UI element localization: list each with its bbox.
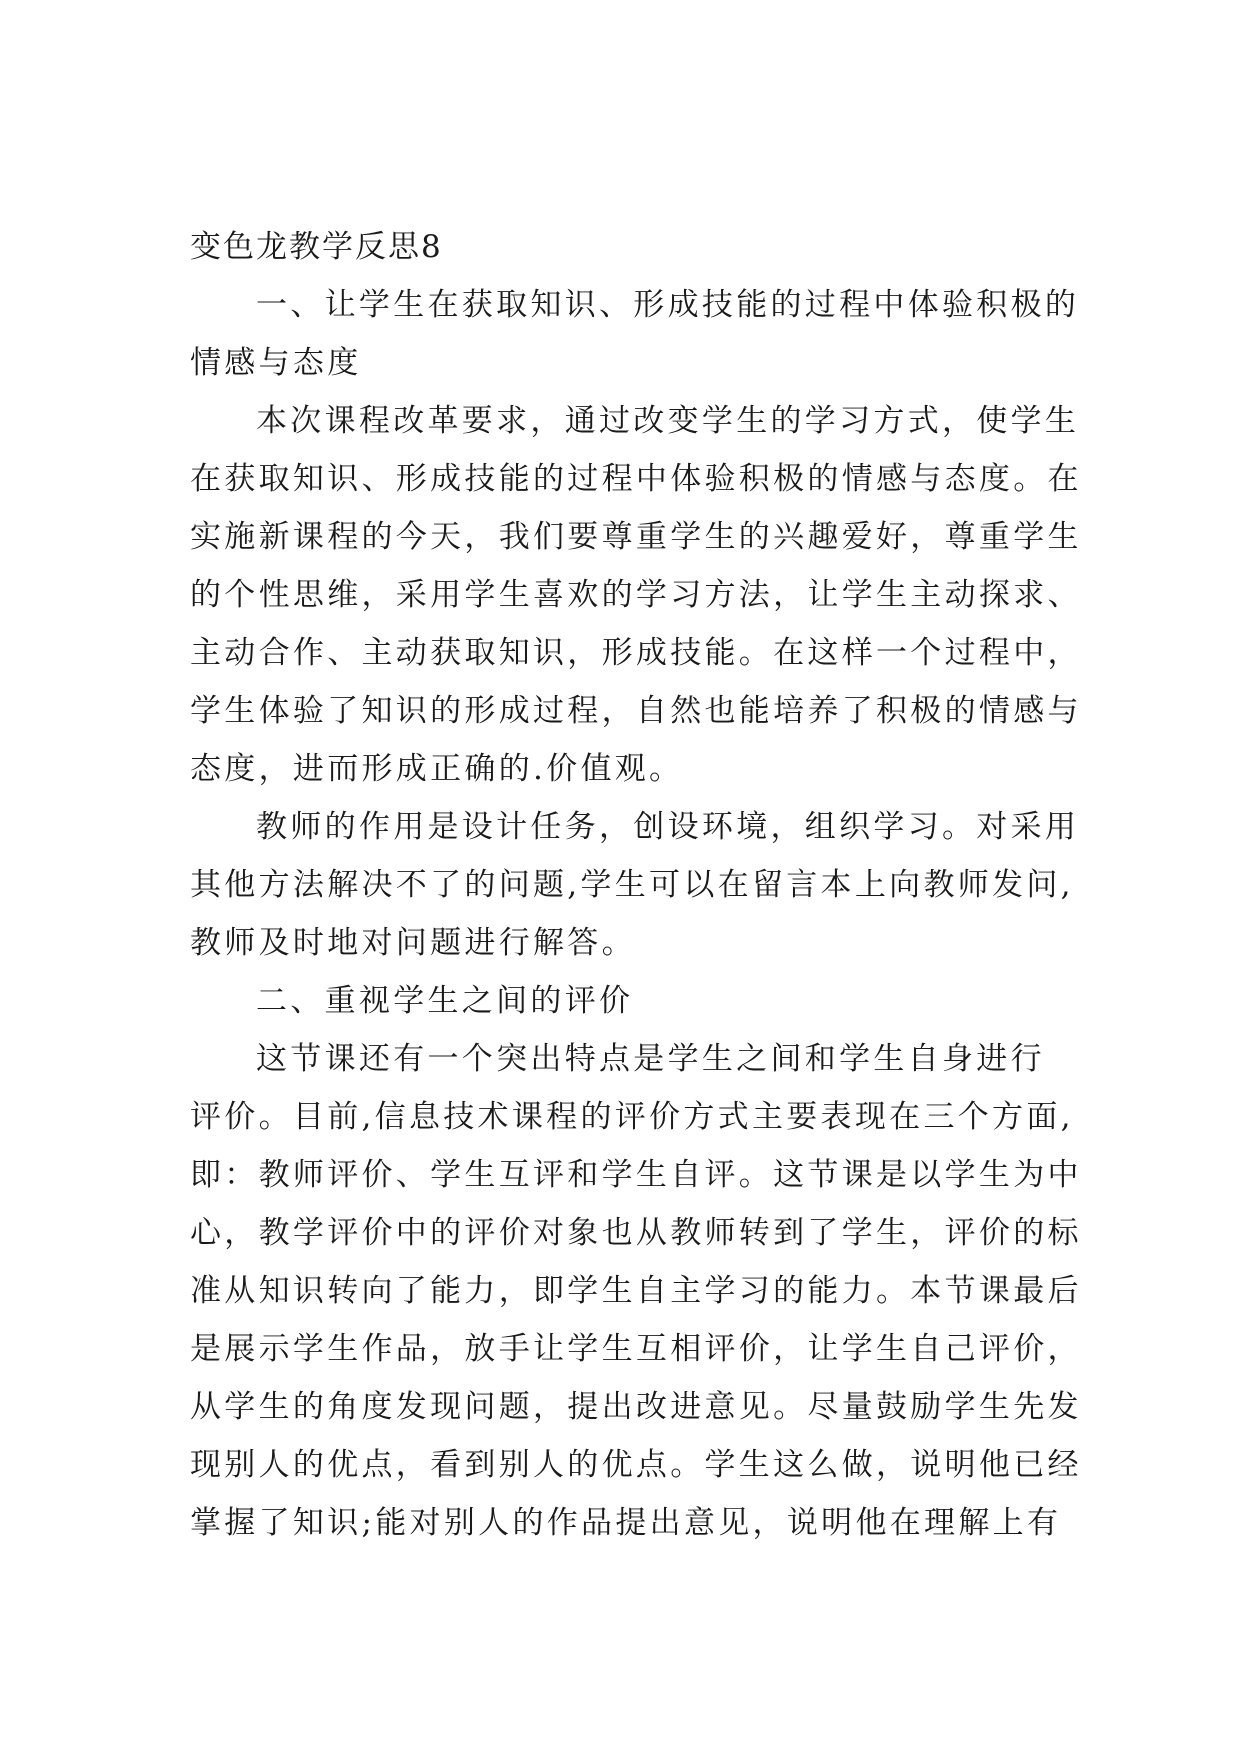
document-body	[190, 218, 1082, 1552]
text-line: 心，教学评价中的评价对象也从教师转到了学生，评价的标	[190, 1215, 1082, 1251]
text-line: 从学生的角度发现问题，提出改进意见。尽量鼓励学生先发	[190, 1389, 1082, 1425]
text-line: 教师的作用是设计任务，创设环境，组织学习。对采用	[256, 809, 1080, 845]
paragraph-section-one-heading	[190, 276, 1080, 392]
text-line: 这节课还有一个突出特点是学生之间和学生自身进行	[256, 1041, 1045, 1077]
text-line: 态度，进而形成正确的.价值观。	[190, 751, 684, 787]
text-line: 其他方法解决不了的问题,学生可以在留言本上向教师发问,	[190, 867, 1074, 903]
text-line: 即：教师评价、学生互评和学生自评。这节课是以学生为中	[190, 1157, 1082, 1193]
text-line: 学生体验了知识的形成过程，自然也能培养了积极的情感与	[190, 693, 1082, 729]
text-line: 教师及时地对问题进行解答。	[190, 925, 636, 961]
text-line: 现别人的优点，看到别人的优点。学生这么做，说明他已经	[190, 1447, 1082, 1483]
text-line: 掌握了知识;能对别人的作品提出意见，说明他在理解上有	[190, 1505, 1062, 1541]
text-line: 一、让学生在获取知识、形成技能的过程中体验积极的	[256, 287, 1080, 323]
text-line: 情感与态度	[190, 345, 362, 381]
text-line: 是展示学生作品，放手让学生互相评价，让学生自己评价，	[190, 1331, 1082, 1367]
document-title: 变色龙教学反思8	[190, 229, 443, 265]
text-line: 评价。目前,信息技术课程的评价方式主要表现在三个方面,	[190, 1099, 1074, 1135]
text-line: 准从知识转向了能力，即学生自主学习的能力。本节课最后	[190, 1273, 1082, 1309]
text-line: 二、重视学生之间的评价	[256, 983, 634, 1019]
paragraph-teacher-role	[190, 798, 1080, 972]
text-line: 主动合作、主动获取知识，形成技能。在这样一个过程中，	[190, 635, 1082, 671]
text-line: 实施新课程的今天，我们要尊重学生的兴趣爱好，尊重学生	[190, 519, 1082, 555]
text-line: 本次课程改革要求，通过改变学生的学习方式，使学生	[256, 403, 1080, 439]
paragraph-evaluation	[190, 1030, 1082, 1552]
paragraph-section-two-heading	[190, 972, 1050, 1030]
paragraph-curriculum-reform	[190, 392, 1082, 798]
text-line: 的个性思维，采用学生喜欢的学习方法，让学生主动探求、	[190, 577, 1082, 613]
text-line: 在获取知识、形成技能的过程中体验积极的情感与态度。在	[190, 461, 1082, 497]
